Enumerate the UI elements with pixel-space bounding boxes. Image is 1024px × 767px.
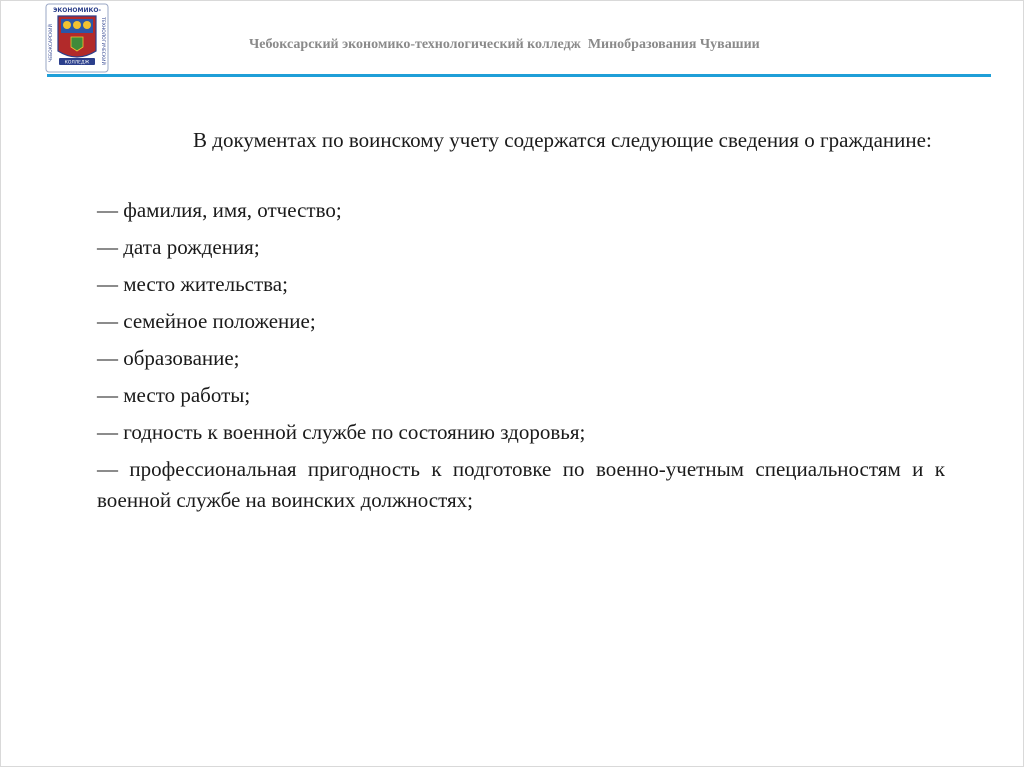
- slide-content: [97, 125, 945, 522]
- college-logo: [45, 3, 109, 73]
- list-item: — место жительства;: [97, 272, 288, 296]
- logo-text-top: ЭКОНОМИКО-: [52, 7, 102, 14]
- header-divider: [47, 74, 991, 77]
- list-item: — профессиональная пригодность к подготовке по военно-учетным специальностям и к военной службе на воинских должностях;: [97, 457, 945, 512]
- list-item: — дата рождения;: [97, 235, 260, 259]
- list-item: — образование;: [97, 346, 240, 370]
- logo-text-bottom: КОЛЛЕДЖ: [64, 60, 90, 66]
- logo-text-right: ТЕХНОЛОГИЧЕСКИЙ: [100, 17, 105, 65]
- sun-icon: [73, 21, 81, 29]
- sun-icon: [83, 21, 91, 29]
- logo-text-left: ЧЕБОКСАРСКИЙ: [49, 24, 54, 62]
- intro-paragraph: В документах по воинскому учету содержатся следующие сведения о гражданине:: [193, 128, 932, 152]
- header-title: Чебоксарский экономико-технологический колледж Минобразования Чувашии: [249, 37, 760, 52]
- list-item: — фамилия, имя, отчество;: [97, 198, 342, 222]
- list-item: — годность к военной службе по состоянию здоровья;: [97, 420, 586, 444]
- sun-icon: [63, 21, 71, 29]
- list-item: — место работы;: [97, 383, 251, 407]
- list-item: — семейное положение;: [97, 309, 316, 333]
